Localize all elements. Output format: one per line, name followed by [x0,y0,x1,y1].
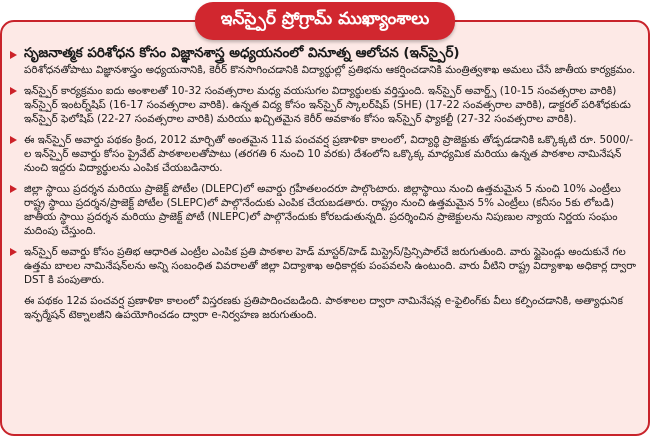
triangle-bullet-icon [10,248,17,256]
closing-paragraph [10,294,638,322]
list-item [10,44,638,77]
triangle-bullet-icon [10,51,17,59]
item-text: పరిశోధనతోపాటు విజ్ఞానశాస్త్రం అధ్యయనానికి, కెరీర్ కొనసాగించడానికి విద్యార్థుల్లో ప్రతిభను ఆకర్షించడానికి మంత్రిత్వశాఖ అమలు చేసే జాతీయ కార్యక్రమం. [24,64,636,76]
list-item [10,182,638,238]
title-banner [0,0,650,40]
list-item [10,245,638,287]
item-text: జిల్లా స్థాయి ప్రదర్శన మరియు ప్రాజెక్ట్ పోటీల (DLEPC)లో అవార్డు గ్రహీతలందరూ పాల్గొంటారు. జిల్లాస్థాయి నుంచి ఉత్తమమైన 5 నుంచి 10% ఎంట్రీలు రాష్ట్ర స్థాయి ప్రదర్శన/ప్రాజెక్ట్ పోటీల (SLEPC)లో పాల్గొనేందుకు ఎంపిక చేయబడతారు. రాష్ట్రం నుంచి ఉత్తమమైన 5% ఎంట్రీలు (కనీసం 5కు లోబడి) జాతీయ స్థాయి ప్రదర్శన మరియు ప్రాజెక్ట్ పోటీ (NLEPC)లో పాల్గొనేందుకు కోరబడుతున్నది. ప్రదర్శించిన ప్రాజెక్టులను నిపుణుల న్యాయ నిర్ణయ సంఘం మదింపు చేస్తుంది. [24,183,621,237]
item-text: ఇన్‌స్పైర్ కార్యక్రమం ఐదు అంశాలతో 10-32 సంవత్సరాల మధ్య వయసుగల విద్యార్థులకు వర్తిస్తుంది. ఇన్‌స్పైర్ అవార్డ్స్ (10-15 సంవత్సరాల వారికి) ఇన్‌స్పైర్ ఇంటర్న్‌షిప్ (16-17 సంవత్సరాల వారికి). ఉన్నత విద్య కోసం ఇన్‌స్పైర్ స్కాలర్‌షిప్ (SHE) (17-22 సంవత్సరాల వారికి), డాక్టరల్ పరిశోధకుడు ఇన్‌స్పైర్ ఫెలోషిప్ (22-27 సంవత్సరాల వారికి) మరియు ఖచ్చితమైన కెరీర్ అవకాశం కోసం ఇన్‌స్పైర్ ఫ్యాకల్టీ (27-32 సంవత్సరాల వారికి). [24,85,631,125]
list-item [10,133,638,175]
triangle-bullet-icon [10,87,17,95]
item-text: ఈ ఇన్‌స్పైర్ అవార్డు పథకం క్రింద, 2012 మార్చితో అంతమైన 11వ పంచవర్ష ప్రణాళికా కాలంలో, విద్యార్థి ప్రాజెక్టుకు తోడ్పడడానికి ఒక్కొక్కటి రూ. 5000/-ల ఇన్‌స్పైర్ అవార్డు కోసం ప్రైవేట్ పాఠశాలలతోపాటు (తరగతి 6 నుంచి 10 వరకు) దేశంలోని ఒక్కొక్క మాధ్యమిక మరియు ఉన్నత పాఠశాల నామినేషన్ నుంచి ఇద్దరు విద్యార్థులను ఎంపిక చేయబడినారు. [24,134,634,174]
item-text: ఇన్‌స్పైర్ అవార్డు కోసం ప్రతిభ ఆధారిత ఎంట్రీల ఎంపిక ప్రతి పాఠశాల హెడ్ మాస్టర్/హెడ్ మిస్ట్రెస్/ప్రిన్సిపాల్‌చే జరుగుతుంది. వారు స్టైపెండ్లు అందుకునే గల ఉత్తమ బాలల నామినేషన్‌లను అన్ని సంబంధిత వివరాలతో జిల్లా విద్యాశాఖ అధికార్లకు పంపవలసి ఉంటుంది. వారు వీటిని రాష్ట్ర విద్యాశాఖ అధికార్ల ద్వారా DST కి పంపుతారు. [24,246,636,286]
list-item [10,84,638,126]
content-list [10,44,638,329]
page-title: ఇన్‌స్పైర్ ప్రోగ్రామ్ ముఖ్యాంశాలు [195,2,455,40]
closing-text: ఈ పథకం 12వ పంచవర్ష ప్రణాళికా కాలంలో విస్తరణకు ప్రతిపాదించబడింది. పాఠశాలల ద్వారా నామినేషన్ల e-ఫైలింగ్‌కు వీలు కల్పించడానికి, అత్యాధునిక ఇన్ఫర్మేషన్ టెక్నాలజీని ఉపయోగించడం ద్వారా e-నిర్వహణ జరుగుతుంది. [24,295,623,321]
triangle-bullet-icon [10,136,17,144]
triangle-bullet-icon [10,185,17,193]
item-heading: సృజనాత్మక పరిశోధన కోసం విజ్ఞానశాస్త్ర అధ్యయనంలో వినూత్న ఆలోచన (ఇన్‌స్పైర్) [24,45,460,61]
